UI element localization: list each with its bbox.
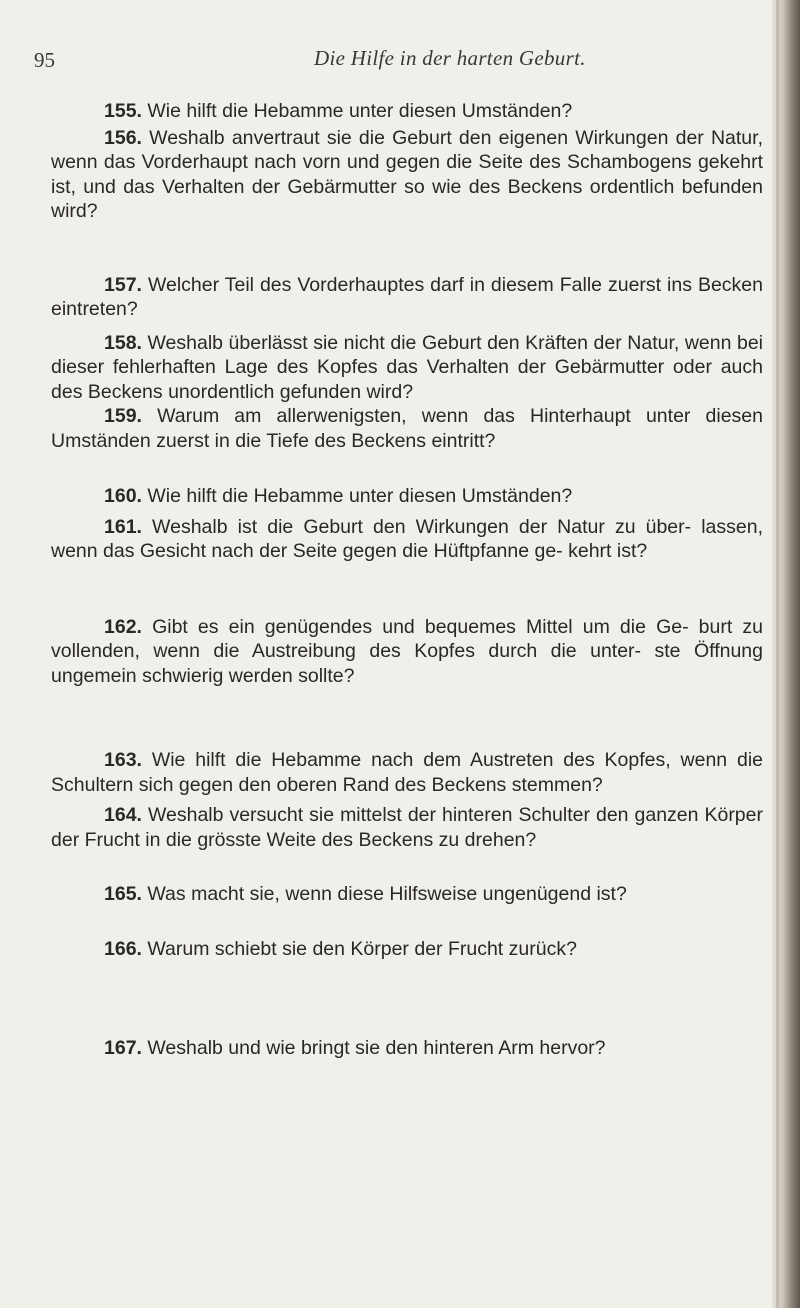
question-number: 155.: [104, 100, 142, 122]
question-number: 156.: [104, 126, 142, 149]
question-157: [51, 273, 763, 322]
question-text: Wie hilft die Hebamme unter diesen Umständen?: [147, 100, 573, 122]
page-edge-shadow: [772, 0, 800, 1308]
question-text: Wie hilft die Hebamme unter diesen Umständen?: [147, 485, 573, 507]
question-167: [51, 1036, 763, 1061]
question-162: [51, 615, 763, 689]
question-158: [51, 331, 763, 405]
question-number: 167.: [104, 1037, 142, 1059]
question-text: Warum schiebt sie den Körper der Frucht zurück?: [147, 937, 577, 960]
question-number: 160.: [104, 485, 142, 507]
question-number: 163.: [104, 749, 142, 771]
question-text: Weshalb überlässt sie nicht die Geburt den Kräften der Natur, wenn bei dieser fehlerhaften Lage des Kopfes das Verhalten der Gebärmutter oder auch des Beckens unordentlich gefunden wird?: [51, 331, 764, 403]
question-number: 157.: [104, 273, 142, 296]
question-text: Weshalb und wie bringt sie den hinteren Arm hervor?: [147, 1037, 606, 1059]
running-title: Die Hilfe in der harten Geburt.: [314, 46, 586, 70]
page-header: [34, 42, 764, 82]
question-165: [51, 882, 763, 907]
question-156: [51, 126, 763, 224]
question-160: [51, 484, 763, 509]
question-155: [51, 99, 763, 124]
question-text: Wie hilft die Hebamme nach dem Austreten des Kopfes, wenn die Schultern sich gegen den oberen Rand des Beckens stemmen?: [51, 749, 764, 796]
page-number: 95: [34, 48, 55, 72]
question-159: [51, 404, 763, 453]
question-163: [51, 748, 763, 797]
question-text: Weshalb versucht sie mittelst der hinteren Schulter den ganzen Körper der Frucht in die grösste Weite des Beckens zu drehen?: [51, 804, 763, 851]
question-number: 159.: [104, 405, 142, 427]
question-text: Gibt es ein genügendes und bequemes Mittel um die Ge- burt zu vollenden, wenn die Austreibung des Kopfes durch die unter- ste Öffnung ungemein schwierig werden sollte?: [51, 615, 763, 687]
question-number: 164.: [104, 804, 142, 826]
question-number: 161.: [104, 515, 142, 538]
question-text: Was macht sie, wenn diese Hilfsweise ungenügend ist?: [147, 883, 627, 905]
question-166: [51, 937, 763, 962]
question-164: [51, 803, 763, 852]
question-text: Welcher Teil des Vorderhauptes darf in diesem Falle zuerst ins Becken eintreten?: [51, 273, 763, 320]
question-number: 166.: [104, 937, 142, 960]
question-text: Weshalb anvertraut sie die Geburt den eigenen Wirkungen der Natur, wenn das Vorderhaupt nach vorn und gegen die Seite des Schambogens gekehrt ist, und das Verhalten der Gebärmutter so wie des Beckens ordentlich befunden wird?: [51, 126, 763, 222]
question-text: Warum am allerwenigsten, wenn das Hinterhaupt unter diesen Umständen zuerst in die Tiefe des Beckens eintritt?: [51, 405, 763, 452]
question-number: 158.: [104, 331, 142, 354]
question-list: [51, 92, 763, 1061]
question-number: 165.: [104, 883, 142, 905]
question-text: Weshalb ist die Geburt den Wirkungen der Natur zu über- lassen, wenn das Gesicht nach der Seite gegen die Hüftpfanne ge- kehrt ist?: [51, 515, 764, 562]
question-number: 162.: [104, 615, 142, 638]
question-161: [51, 515, 763, 564]
